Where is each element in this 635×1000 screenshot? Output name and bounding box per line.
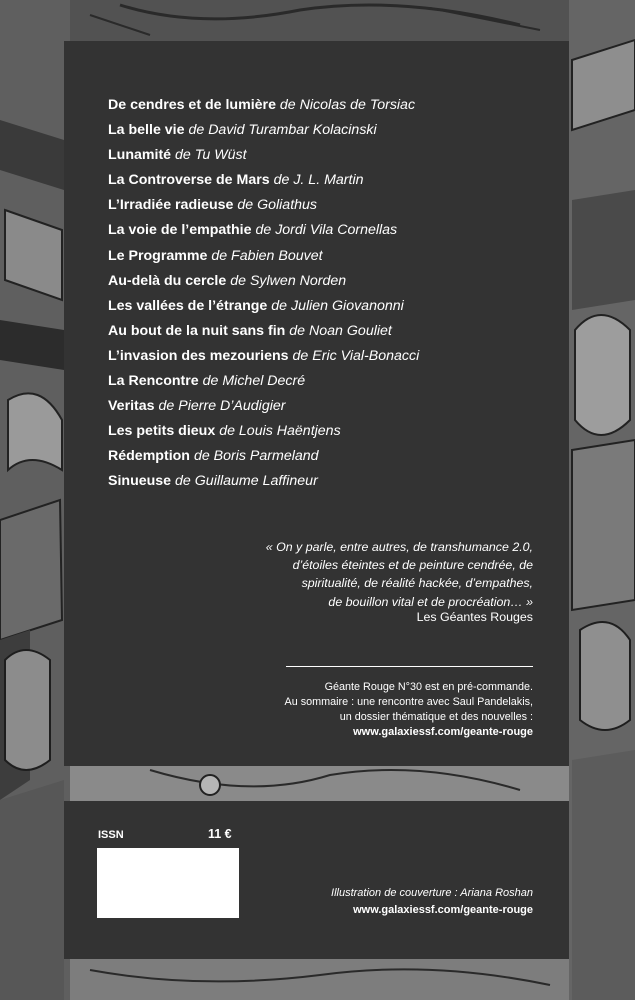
divider xyxy=(286,666,533,667)
quote-line: spiritualité, de réalité hackée, d’empathes, xyxy=(301,576,533,591)
story-author: Noan Gouliet xyxy=(309,322,392,339)
issn-label: ISSN xyxy=(98,829,124,841)
story-title: Au bout de la nuit sans fin xyxy=(108,322,286,339)
barcode-area xyxy=(97,848,239,918)
story-title: Lunamité xyxy=(108,147,172,164)
back-cover-panel xyxy=(64,41,569,766)
press-quote xyxy=(173,538,533,611)
toc-item: Les petits dieux de Louis Haëntjens xyxy=(108,423,341,440)
story-title: Sinueuse xyxy=(108,473,172,490)
toc-item: Veritas de Pierre D’Audigier xyxy=(108,398,286,415)
quote-source: Les Géantes Rouges xyxy=(416,610,533,624)
toc-item: Au bout de la nuit sans fin de Noan Gouliet xyxy=(108,322,392,339)
story-author: Tu Wüst xyxy=(194,147,247,164)
preorder-link[interactable]: www.galaxiessf.com/geante-rouge xyxy=(353,726,533,738)
toc-item: Le Programme de Fabien Bouvet xyxy=(108,247,323,264)
story-author: Nicolas de Torsiac xyxy=(299,97,416,113)
story-author: Boris Parmeland xyxy=(213,448,319,465)
story-title: De cendres et de lumière xyxy=(108,97,276,113)
story-title: L’invasion des mezouriens xyxy=(108,347,289,364)
website-link[interactable]: www.galaxiessf.com/geante-rouge xyxy=(353,904,533,916)
preorder-note xyxy=(233,680,533,740)
toc-item: La Controverse de Mars de J. L. Martin xyxy=(108,172,364,189)
story-title: Le Programme xyxy=(108,247,208,264)
story-author: Pierre D’Audigier xyxy=(178,398,286,415)
toc-item: Lunamité de Tu Wüst xyxy=(108,147,247,164)
quote-line: « On y parle, entre autres, de transhumance 2.0, xyxy=(265,540,533,554)
story-title: La belle vie xyxy=(108,122,185,139)
story-author: Eric Vial-Bonacci xyxy=(312,347,420,364)
story-author: Guillaume Laffineur xyxy=(194,473,318,490)
story-author: Jordi Vila Cornellas xyxy=(275,222,398,239)
story-title: Rédemption xyxy=(108,448,190,465)
quote-line: d’étoiles éteintes et de peinture cendrée, de xyxy=(292,558,533,573)
story-author: Michel Decré xyxy=(222,373,306,390)
toc-item: La voie de l’empathie de Jordi Vila Cornellas xyxy=(108,222,398,239)
story-title: La Controverse de Mars xyxy=(108,172,270,189)
note-line: Au sommaire : une rencontre avec Saul Pandelakis, xyxy=(284,696,533,708)
toc-item: L’invasion des mezouriens de Eric Vial-Bonacci xyxy=(108,347,420,364)
price: 11 € xyxy=(208,827,232,841)
note-line: Géante Rouge N°30 est en pré-commande. xyxy=(324,681,533,693)
note-line: un dossier thématique et des nouvelles : xyxy=(339,711,533,723)
toc-item: Rédemption de Boris Parmeland xyxy=(108,448,319,465)
story-title: L’Irradiée radieuse xyxy=(108,197,234,214)
story-author: David Turambar Kolacinski xyxy=(208,122,377,139)
toc-item: De cendres et de lumière de Nicolas de Torsiac xyxy=(108,97,416,113)
story-title: Les vallées de l’étrange xyxy=(108,297,268,314)
story-author: Louis Haëntjens xyxy=(238,423,341,440)
story-title: La Rencontre xyxy=(108,373,199,390)
toc-item: La belle vie de David Turambar Kolacinski xyxy=(108,122,377,139)
toc-item: L’Irradiée radieuse de Goliathus xyxy=(108,197,318,214)
quote-line: de bouillon vital et de procréation… » xyxy=(328,594,533,609)
toc-item: La Rencontre de Michel Decré xyxy=(108,373,306,390)
story-title: La voie de l’empathie xyxy=(108,222,252,239)
table-of-contents xyxy=(108,93,548,495)
toc-item: Les vallées de l’étrange de Julien Giovanonni xyxy=(108,297,404,314)
story-author: Goliathus xyxy=(257,197,318,214)
toc-item: Au-delà du cercle de Sylwen Norden xyxy=(108,272,347,289)
story-title: Les petits dieux xyxy=(108,423,216,440)
story-author: Sylwen Norden xyxy=(249,272,347,289)
toc-item: Sinueuse de Guillaume Laffineur xyxy=(108,473,318,490)
story-author: Julien Giovanonni xyxy=(291,297,404,314)
barcode-panel xyxy=(64,801,569,959)
story-author: Fabien Bouvet xyxy=(231,247,323,264)
story-title: Au-delà du cercle xyxy=(108,272,227,289)
story-author: J. L. Martin xyxy=(293,172,364,189)
story-title: Veritas xyxy=(108,398,155,415)
cover-credit: Illustration de couverture : Ariana Roshan xyxy=(331,887,533,899)
